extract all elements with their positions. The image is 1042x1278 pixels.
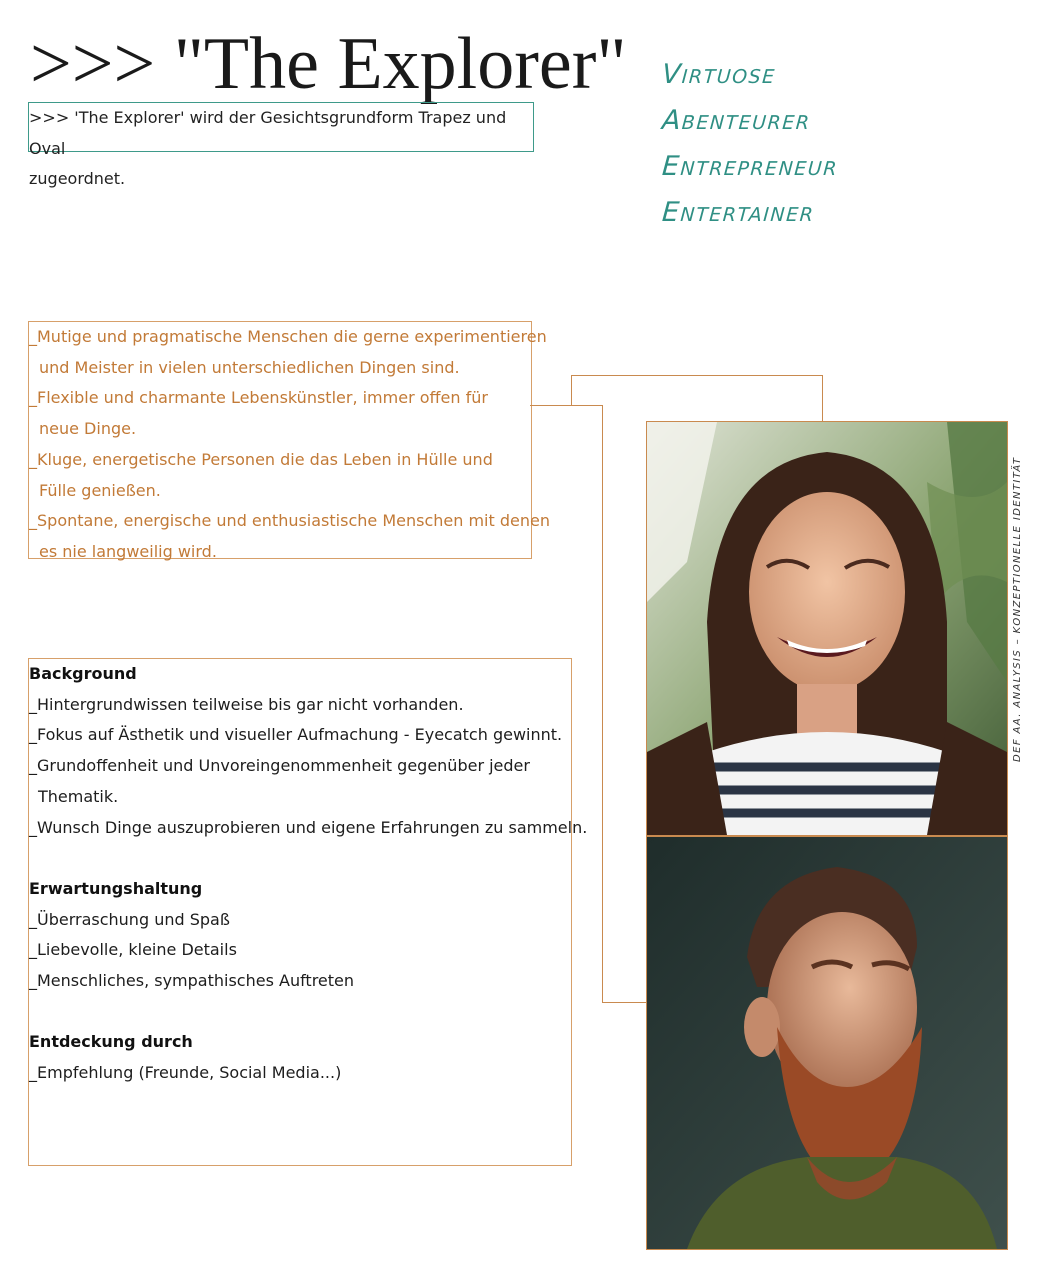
role-entrepreneur: Entrepreneur bbox=[660, 151, 840, 182]
trait-line: _Kluge, energetische Personen die das Leben in Hülle und bbox=[29, 449, 493, 469]
list-item: _Hintergrundwissen teilweise bis gar nicht vorhanden. bbox=[29, 694, 464, 714]
list-item: _Fokus auf Ästhetik und visueller Aufmachung - Eyecatch gewinnt. bbox=[29, 725, 563, 745]
side-note bbox=[1012, 456, 1032, 762]
trait-item bbox=[29, 322, 547, 383]
list-item: _Überraschung und Spaß bbox=[29, 909, 230, 929]
list-item bbox=[29, 782, 571, 813]
connector-line bbox=[571, 375, 572, 406]
intro-box bbox=[28, 102, 534, 188]
traits-box bbox=[28, 321, 550, 561]
connector-line bbox=[602, 405, 603, 1003]
side-note-text: DEF AA. ANALYSIS – KONZEPTIONELLE IDENTITÄT bbox=[1012, 456, 1023, 762]
connector-line bbox=[822, 375, 823, 421]
list-item: _Wunsch Dinge auszuprobieren und eigene Erfahrungen zu sammeln. bbox=[29, 817, 588, 837]
roles-list bbox=[662, 52, 838, 236]
trait-item bbox=[29, 445, 531, 506]
trait-line: es nie langweilig wird. bbox=[39, 541, 217, 561]
section-heading-discovery: Entdeckung durch bbox=[29, 1032, 193, 1052]
trait-line: _Flexible und charmante Lebenskünstler, immer offen für bbox=[29, 388, 488, 408]
trait-line: _Mutige und pragmatische Menschen die gerne experimentieren bbox=[29, 327, 547, 346]
role-entertainer: Entertainer bbox=[660, 197, 816, 228]
trait-line: und Meister in vielen unterschiedlichen Dingen sind. bbox=[39, 357, 460, 377]
trait-item bbox=[29, 506, 550, 567]
section-heading-background: Background bbox=[29, 664, 137, 683]
trait-line: Fülle genießen. bbox=[39, 480, 161, 500]
photo-laughing-woman-image bbox=[647, 422, 1007, 835]
role-abenteurer: Abenteurer bbox=[660, 105, 812, 136]
connector-line bbox=[571, 375, 823, 376]
persona-details-box bbox=[28, 658, 588, 1166]
page-title: >>> "The Explorer" bbox=[30, 23, 627, 105]
list-item: _Liebevolle, kleine Details bbox=[29, 940, 237, 960]
role-virtuose: Virtuose bbox=[660, 59, 777, 90]
photo-laughing-woman bbox=[646, 421, 1008, 836]
list-item: _Grundoffenheit und Unvoreingenommenheit gegenüber jeder bbox=[29, 756, 530, 776]
list-item-continuation: Thematik. bbox=[38, 786, 119, 806]
connector-line bbox=[530, 405, 603, 406]
trait-item bbox=[29, 383, 531, 444]
intro-line-1: >>> 'The Explorer' wird der Gesichtsgrundform Trapez und Oval bbox=[29, 108, 507, 158]
trait-line: _Spontane, energische und enthusiastische Menschen mit denen bbox=[29, 511, 550, 531]
photo-bearded-man bbox=[646, 836, 1008, 1250]
section-heading-expectation: Erwartungshaltung bbox=[29, 878, 203, 898]
trait-line: neue Dinge. bbox=[39, 419, 137, 439]
intro-line-2: zugeordnet. bbox=[29, 169, 126, 188]
connector-line bbox=[602, 1002, 646, 1003]
list-item: _Menschliches, sympathisches Auftreten bbox=[29, 971, 355, 991]
list-item: _Empfehlung (Freunde, Social Media...) bbox=[29, 1063, 342, 1083]
photo-bearded-man-image bbox=[647, 837, 1007, 1249]
